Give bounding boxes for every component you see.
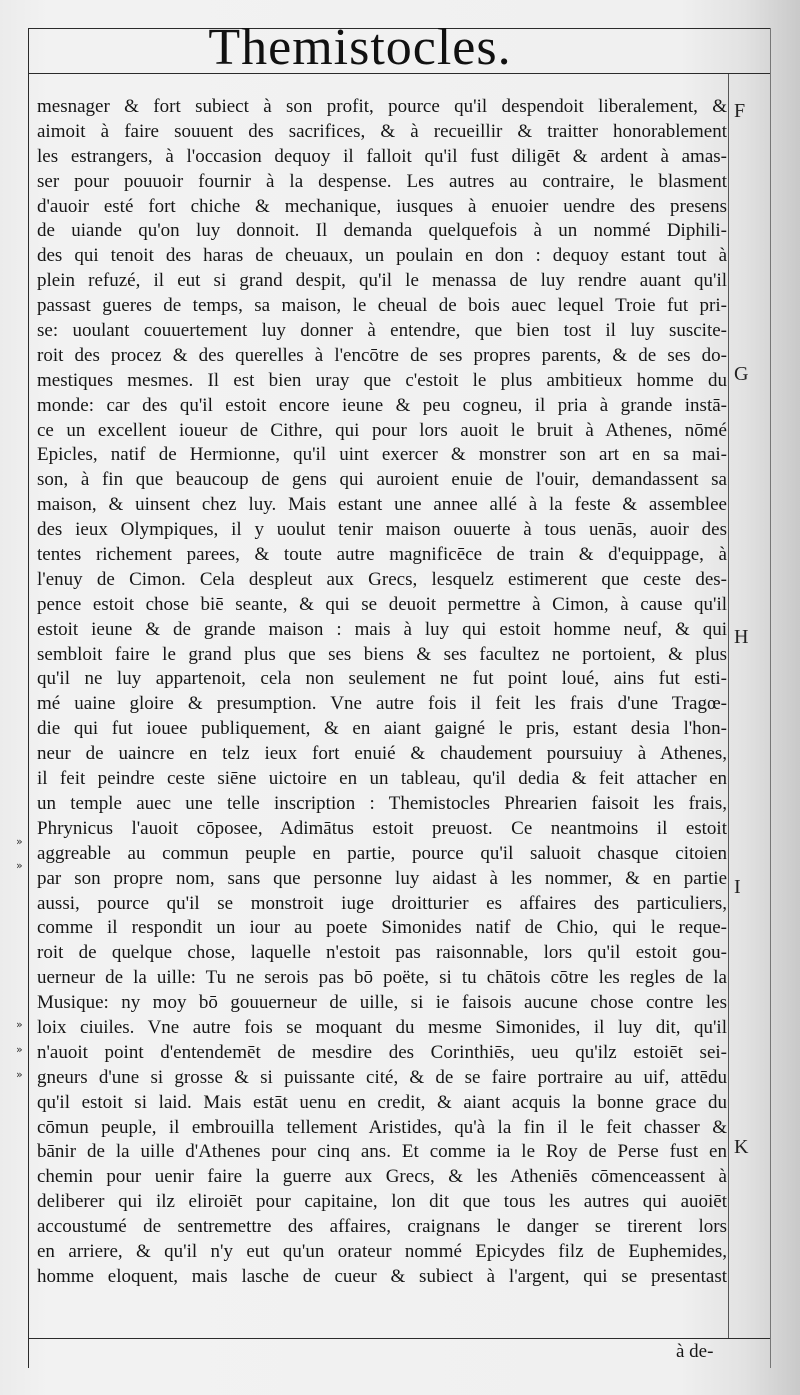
bottom-rule [28,1338,770,1339]
text-line: homme eloquent, mais lasche de cueur & subiect à l'argent, qui se presentast [37,1265,727,1287]
left-rule [28,28,29,1368]
text-line: sembloit faire le grand plus que ses biens & ses facultez ne portoient, & plus [37,643,727,665]
text-line: comme il respondit un iour au poete Simonides natif de Chio, qui le reque- [37,917,727,939]
text-line: l'enuy de Cimon. Cela despleut aux Grecs, lesquelz estimerent que ceste des- [37,568,727,590]
text-line: aimoit à faire souuent des sacrifices, & à recueillir & traitter honorablement [37,120,727,142]
margin-letter-i: I [734,876,741,898]
quotation-mark: » [16,835,23,848]
text-line: estoit ieune & de grande maison : mais à luy qui estoit homme neuf, & qui [37,618,727,640]
text-line: chemin pour uenir faire la guerre aux Grecs, & les Atheniēs cōmenceassent à [37,1166,727,1188]
text-column-rule [728,74,729,1338]
text-line: ser pour pouuoir fournir à la despense. Les autres au contraire, le blasment [37,170,727,192]
text-line: mé uaine gloire & presumption. Vne autre fois il feit les frais d'une Tragœ- [37,693,727,715]
text-line: Epicles, natif de Hermionne, qu'il uint exercer & monstrer son art en sa mai- [37,444,727,466]
quotation-mark: » [16,1043,23,1056]
text-line: son, à fin que beaucoup de gens qui auroient enuie de l'ouir, demandassent sa [37,469,727,491]
text-line: neur de uaincre en telz ieux fort enuié & chaudement poursuiuy à Athenes, [37,743,727,765]
quotation-mark: » [16,1068,23,1081]
text-line: passast gueres de temps, sa maison, le cheual de bois auec lequel Troie fut pri- [37,295,727,317]
text-line: il feit peindre ceste siēne uictoire en un tableau, qu'il dedia & feit attacher en [37,768,727,790]
text-line: en arriere, & qu'il n'y eut qu'un orateur nommé Epicydes filz de Euphemides, [37,1240,727,1262]
running-head: Themistocles. [208,19,512,76]
body-text [37,95,727,1290]
text-line: un temple auec une telle inscription : Themistocles Phrearien faisoit les frais, [37,792,727,814]
text-line: mestiques mesmes. Il est bien uray que c'estoit le plus ambitieux homme du [37,369,727,391]
text-line: aggreable au commun peuple en partie, pource qu'il saluoit chasque citoien [37,842,727,864]
margin-letter-g: G [734,363,749,385]
text-line: ce un excellent ioueur de Cithre, qui pour lors auoit le bruit à Athenes, nōmé [37,419,727,441]
text-line: maison, & uinsent chez luy. Mais estant une annee allé à la feste & assemblee [37,494,727,516]
text-line: accoustumé de sentremettre des affaires, craignans le danger se tirerent lors [37,1216,727,1238]
text-line: die qui fut iouee publiquement, & en aiant gaigné le pris, estant desia l'hon- [37,718,727,740]
text-line: loix ciuiles. Vne autre fois se moquant du mesme Simonides, il luy dit, qu'il [37,1016,727,1038]
text-line: qu'il estoit si laid. Mais estāt uenu en credit, & aiant acquis la bonne grace du [37,1091,727,1113]
text-line: des ieux Olympiques, il y uoulut tenir maison ouuerte à tous uenās, auoir des [37,519,727,541]
text-line: par son propre nom, sans que personne luy aidast à les nommer, & en partie [37,867,727,889]
text-line: roit des procez & des querelles à l'encōtre de ses propres parents, & de ses do- [37,344,727,366]
quotation-mark: » [16,859,23,872]
text-line: gneurs d'une si grosse & si puissante cité, & de se faire portraire au uif, attēdu [37,1066,727,1088]
text-line: uerneur de la uille: Tu ne serois pas bō poëte, si tu chātois cōtre les regles de la [37,967,727,989]
margin-letter-k: K [734,1136,749,1158]
margin-letter-h: H [734,626,749,648]
text-line: roit de quelque chose, laquelle n'estoit pas raisonnable, lors qu'il estoit gou- [37,942,727,964]
text-line: se: uoulant couuertement luy donner à entendre, que bien tost il luy suscite- [37,320,727,342]
text-line: deliberer qui ilz eliroiēt pour capitaine, lon dit que tous les autres qui auoiēt [37,1191,727,1213]
text-line: mesnager & fort subiect à son profit, pource qu'il despendoit liberalement, & [37,96,727,117]
text-line: plein refuzé, il eut si grand despit, qu'il le menassa de luy rendre auant qu'il [37,270,727,292]
text-line: des qui tenoit des haras de cheuaux, un poulain en don : dequoy estant tout à [37,245,727,267]
text-line: d'auoir esté fort chiche & mechanique, iusques à enuoier uendre des presens [37,195,727,217]
text-line: Musique: ny moy bō gouuerneur de uille, si ie faisois aucune chose contre les [37,992,727,1014]
text-line: aussi, pource qu'il se monstroit iuge droitturier es affaires des particuliers, [37,892,727,914]
margin-letter-f: F [734,100,746,122]
text-line: de uiande qu'on luy donnoit. Il demanda quelquefois à un nommé Diphili- [37,220,727,242]
text-line: bānir de la uille d'Athenes pour cinq ans. Et comme ia le Roy de Perse fust en [37,1141,727,1163]
text-line: n'auoit point d'entendemēt de mesdire des Corinthiēs, ueu qu'ilz estoiēt sei- [37,1041,727,1063]
catchword: à de- [676,1341,714,1362]
text-line: monde: car des qu'il estoit encore ieune & peu cogneu, il pria à grande instā- [37,394,727,416]
text-line: qu'il ne luy appartenoit, cela non seulement ne fut point loué, ains fut esti- [37,668,727,690]
right-rule [770,28,771,1368]
quotation-mark: » [16,1018,23,1031]
text-line: les estrangers, à l'occasion dequoy il falloit qu'il fust diligēt & ardent à amas- [37,145,727,167]
text-line: Phrynicus l'auoit cōposee, Adimātus estoit preuost. Ce neantmoins il estoit [37,817,727,839]
text-line: cōmun peuple, il embrouilla tellement Aristides, qu'à la fin il le feit chasser & [37,1116,727,1138]
text-line: pence estoit chose biē seante, & qui se deuoit permettre à Cimon, à cause qu'il [37,593,727,615]
text-line: tentes richement parees, & toute autre magnificēce de train & d'equippage, à [37,544,727,566]
